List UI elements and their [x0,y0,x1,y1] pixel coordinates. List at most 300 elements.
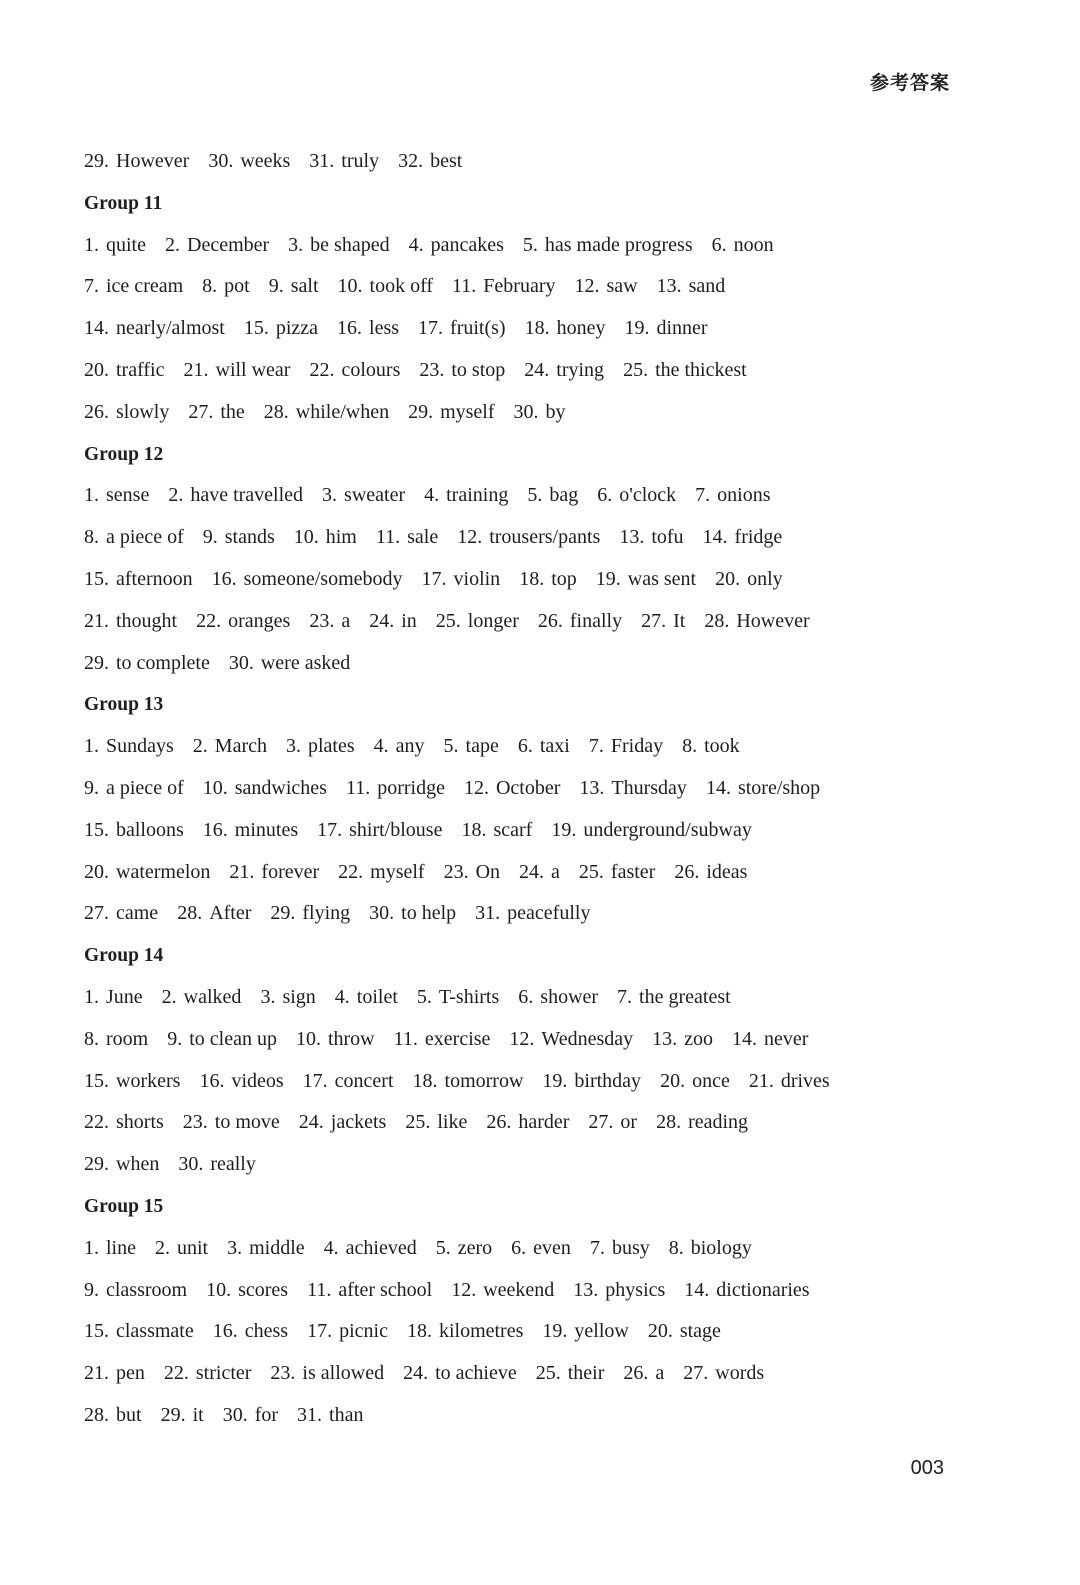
answer-text: T-shirts [438,985,500,1008]
answer-item [168,484,303,506]
answer-number: 4. [334,985,350,1008]
answer-number: 5. [416,985,432,1008]
answer-number: 24. [524,358,550,381]
answer-text: oranges [228,609,291,632]
answer-text: truly [341,150,380,172]
answer-item [229,861,319,883]
answer-line [84,768,964,810]
answer-line [84,810,964,852]
answer-number: 4. [424,484,440,507]
answer-number: 26. [84,400,109,423]
answer-number: 29. [270,902,296,925]
answer-number: 24. [403,1362,429,1385]
answer-number: 14. [702,526,728,549]
answer-number: 20. [660,1069,686,1092]
answer-text: ice cream [106,275,184,298]
answer-text: harder [518,1111,570,1134]
answer-line [84,601,964,643]
answer-item [511,1237,571,1259]
answer-item [436,610,519,632]
answer-number: 8. [84,1027,99,1050]
answer-text: even [533,1236,571,1259]
answer-text: pizza [275,317,319,340]
answer-item [624,317,707,339]
answer-number: 6. [597,484,613,507]
answer-text: December [187,233,270,256]
answer-item [208,150,290,172]
answer-number: 25. [578,860,604,883]
answer-number: 28. [84,1403,109,1426]
answer-text: stricter [195,1362,252,1385]
answer-item [715,568,783,590]
answer-text: plates [308,735,355,758]
answer-item [203,819,298,841]
answer-text: store/shop [737,776,821,799]
answer-item [417,986,499,1008]
answer-number: 16. [337,317,363,340]
answer-number: 13. [652,1027,678,1050]
answer-text: videos [231,1069,284,1092]
answer-item [579,777,687,799]
answer-text: stage [679,1320,721,1343]
answer-number: 18. [406,1320,432,1343]
answer-number: 16. [212,1320,238,1343]
answer-number: 27. [84,902,109,925]
answer-item [337,317,399,339]
answer-number: 29. [160,1403,186,1426]
answer-item [84,735,174,757]
answer-number: 8. [202,275,218,298]
answer-text: sandwiches [234,776,327,799]
answer-number: 24. [369,609,395,632]
answer-text: less [369,317,400,340]
answer-number: 5. [443,735,459,758]
answer-number: 10. [295,1027,321,1050]
answer-text: honey [556,317,606,340]
answer-text: jackets [330,1111,387,1134]
answer-number: 28. [263,400,289,423]
answer-item [451,1279,554,1301]
answer-text: to move [214,1111,280,1134]
answer-number: 19. [542,1320,568,1343]
answer-line [84,893,964,935]
answer-text: have travelled [190,484,304,507]
answer-item [542,1320,628,1342]
answer-number: 26. [537,609,563,632]
answer-text: will wear [215,358,291,381]
answer-text: underground/subway [583,818,752,841]
answer-number: 9. [167,1027,183,1050]
answer-number: 29. [84,651,109,674]
answer-number: 2. [161,985,177,1008]
answer-text: walked [183,985,242,1008]
answer-text: workers [116,1069,181,1092]
answer-text: colours [341,358,401,381]
answer-text: drives [780,1069,830,1092]
answer-number: 31. [297,1403,323,1426]
answer-item [409,234,504,256]
answer-item [264,401,389,423]
answer-number: 17. [317,818,343,841]
answer-line [84,1061,964,1103]
answer-text: a piece of [106,776,184,799]
answer-item [84,568,193,590]
answer-text: busy [611,1236,650,1259]
answer-text: tape [465,735,499,758]
answer-number: 14. [705,776,731,799]
answer-number: 16. [202,818,228,841]
answer-text: salt [290,275,319,298]
answer-text: nearly/almost [116,317,225,340]
answer-number: 23. [419,358,445,381]
answer-text: sale [407,526,439,549]
answer-number: 23. [182,1111,208,1134]
answer-item [703,526,783,548]
answer-number: 25. [435,609,461,632]
answer-text: a [655,1362,665,1385]
answer-number: 20. [84,358,109,381]
answer-number: 11. [452,275,477,298]
answer-text: concert [334,1069,394,1092]
answer-text: the thickest [655,358,747,381]
answer-number: 21. [84,609,109,632]
answer-text: peacefully [507,902,591,925]
answer-item [589,735,663,757]
answer-item [84,1362,145,1384]
answer-item [682,735,740,757]
answer-number: 6. [711,233,727,256]
answer-item [307,1320,388,1342]
answer-number: 11. [307,1278,332,1301]
answer-line [84,141,964,183]
answer-number: 11. [345,776,371,799]
answer-item [196,610,290,632]
answer-item [684,1279,809,1301]
answer-text: Thursday [611,776,687,799]
answer-number: 7. [84,275,99,298]
answer-text: classmate [116,1320,194,1343]
answer-text: It [673,609,686,632]
answer-number: 23. [270,1362,296,1385]
answer-number: 6. [517,735,533,758]
answer-text: onions [717,484,771,507]
answer-item [84,1320,194,1342]
answer-item [706,777,820,799]
answer-number: 30. [178,1153,204,1176]
answer-item [270,1362,384,1384]
answer-item [322,484,405,506]
answer-number: 2. [165,233,180,256]
answer-number: 21. [183,358,209,381]
page-number: 003 [910,1457,944,1479]
answer-text: any [395,735,425,758]
answer-text: weeks [240,150,291,172]
answer-text: yellow [574,1320,629,1343]
answer-text: quite [106,233,146,256]
answer-item [338,275,434,297]
answer-number: 25. [535,1362,561,1385]
answer-text: throw [327,1027,375,1050]
answer-item [84,986,143,1008]
answer-item [269,275,319,297]
answer-item [542,1070,641,1092]
answer-number: 10. [337,275,363,298]
answer-number: 7. [588,735,604,758]
answer-text: porridge [377,776,445,799]
answer-text: February [483,275,556,298]
answer-item [648,1320,721,1342]
answer-number: 15. [243,317,269,340]
answer-item [84,1028,148,1050]
answer-number: 28. [656,1111,682,1134]
page-header-title: 参考答案 [869,72,950,94]
answer-item [212,568,403,590]
answer-line [84,266,964,308]
answer-text: However [736,609,810,632]
answer-text: be shaped [310,233,390,256]
answer-number: 10. [202,776,228,799]
answer-item [203,777,327,799]
answer-item [188,401,244,423]
answer-number: 27. [588,1111,614,1134]
answer-line [84,1019,964,1061]
answer-number: 18. [412,1069,438,1092]
answer-text: afternoon [116,567,193,590]
group-heading: Group 11 [84,192,163,214]
answer-text: finally [569,609,623,632]
answer-number: 21. [84,1362,109,1385]
answer-number: 29. [84,150,109,172]
answer-number: 24. [519,860,545,883]
answer-item [523,234,693,256]
answer-number: 25. [405,1111,431,1134]
answer-item [732,1028,808,1050]
answer-item [223,1404,278,1426]
answer-text: like [437,1111,468,1134]
answer-text: balloons [116,818,184,841]
answer-text: to stop [451,358,506,381]
answer-number: 1. [84,484,99,507]
answer-line [84,475,964,517]
answer-number: 31. [309,150,335,172]
answer-item [656,1111,748,1133]
answer-number: 13. [573,1278,599,1301]
answer-item [538,610,622,632]
answer-item [524,359,604,381]
answer-item [695,484,770,506]
answer-text: training [446,484,509,507]
answer-text: someone/somebody [243,567,403,590]
answer-text: were asked [260,651,351,674]
answer-item [164,1362,252,1384]
answer-item [260,986,315,1008]
answer-text: pot [224,275,250,298]
answer-number: 12. [509,1027,535,1050]
answer-text: trying [556,358,605,381]
answer-item [597,484,676,506]
group-heading: Group 14 [84,945,164,967]
answer-text: while/when [295,400,390,423]
answer-text: to achieve [435,1362,517,1385]
answer-number: 22. [196,609,222,632]
answer-line [84,350,964,392]
answer-number: 17. [418,317,444,340]
answer-number: 2. [168,484,184,507]
answer-item [674,861,747,883]
answer-text: taxi [539,735,570,758]
answer-item [84,1111,164,1133]
answer-line [84,392,964,434]
answer-text: to clean up [189,1027,277,1050]
answer-item [203,526,275,548]
answer-number: 5. [435,1236,451,1259]
answer-number: 3. [227,1236,243,1259]
answer-item [657,275,726,297]
answer-number: 23. [443,860,469,883]
answer-text: chess [244,1320,289,1343]
answer-item [407,1320,523,1342]
answer-item [84,1237,136,1259]
answer-number: 8. [668,1236,684,1259]
answer-text: in [401,609,417,632]
answer-item [376,526,438,548]
answer-number: 3. [286,735,301,758]
answer-item [405,1111,467,1133]
answer-text: thought [116,609,178,632]
answer-item [444,735,499,757]
answer-item [403,1362,517,1384]
answer-number: 12. [463,776,489,799]
answer-text: by [545,400,566,423]
answer-item [294,526,357,548]
answer-number: 27. [683,1362,709,1385]
answer-item [475,902,590,924]
answer-item [213,1320,288,1342]
answer-text: slowly [116,400,170,423]
answer-text: tofu [651,526,684,549]
answer-number: 10. [206,1278,232,1301]
answer-number: 8. [682,735,698,758]
answer-number: 9. [84,776,99,799]
answer-number: 15. [84,1320,109,1343]
answer-text: toilet [356,985,398,1008]
answer-text: for [254,1403,279,1426]
answer-number: 5. [527,484,543,507]
answer-item [84,610,177,632]
answer-item [669,1237,752,1259]
answer-item [307,1279,432,1301]
answer-number: 7. [589,1236,605,1259]
answer-item [346,777,445,799]
answer-item [309,610,350,632]
answer-number: 22. [338,860,364,883]
answer-item [244,317,318,339]
answer-number: 4. [373,735,389,758]
answer-number: 25. [623,358,649,381]
answer-text: sand [688,275,726,298]
answer-text: unit [177,1236,209,1259]
answer-text: line [106,1236,136,1259]
answer-text: the [220,400,245,423]
answer-text: sense [106,484,150,507]
answer-number: 4. [408,233,424,256]
answer-number: 22. [309,358,335,381]
answer-item [486,1111,569,1133]
answer-item [84,359,165,381]
answer-number: 6. [511,1236,527,1259]
answer-item [394,1028,491,1050]
group-heading: Group 13 [84,694,164,716]
answer-text: scores [238,1278,289,1301]
answer-number: 17. [307,1320,333,1343]
answer-text: exercise [424,1027,491,1050]
answer-item [444,861,500,883]
answer-number: 21. [229,860,255,883]
answer-text: classroom [106,1278,188,1301]
answer-number: 13. [619,526,645,549]
answer-item [452,275,555,297]
answer-text: forever [261,860,320,883]
answer-item [461,819,532,841]
answer-text: bag [549,484,579,507]
answer-line [84,1270,964,1312]
answer-number: 15. [84,567,109,590]
answer-item [270,902,350,924]
answer-item [183,1111,280,1133]
answer-text: noon [733,233,774,256]
answer-item [193,735,267,757]
answer-text: than [329,1403,364,1426]
answer-number: 21. [748,1069,774,1092]
answer-text: stands [224,526,275,549]
answer-text: shorts [116,1111,164,1134]
answer-item [588,1111,637,1133]
answer-text: him [325,526,357,549]
answer-number: 30. [222,1403,248,1426]
answer-text: middle [249,1236,305,1259]
answer-number: 11. [375,526,401,549]
answer-item [317,819,442,841]
answer-number: 29. [84,1153,109,1176]
answer-text: minutes [234,818,299,841]
answer-item [683,1362,764,1384]
answer-number: 2. [192,735,208,758]
answer-number: 9. [202,526,218,549]
answer-number: 14. [84,317,109,340]
answer-text: took [704,735,740,758]
answer-item [749,1070,830,1092]
answer-number: 6. [518,985,534,1008]
answer-item [457,526,600,548]
group-heading: Group 15 [84,1195,164,1217]
answer-text: after school [338,1278,433,1301]
answer-line [84,517,964,559]
answer-text: dinner [656,317,708,340]
answer-item [324,1237,417,1259]
answer-item [297,1404,363,1426]
answer-item [413,1070,524,1092]
answer-text: room [106,1027,149,1050]
answer-text: March [214,735,267,758]
answer-item [206,1279,288,1301]
answer-text: myself [440,400,495,423]
answer-item [177,902,251,924]
answer-number: 20. [715,567,741,590]
answer-text: Wednesday [541,1027,634,1050]
answer-number: 3. [260,985,276,1008]
answer-text: came [116,902,159,925]
answer-item [84,317,225,339]
